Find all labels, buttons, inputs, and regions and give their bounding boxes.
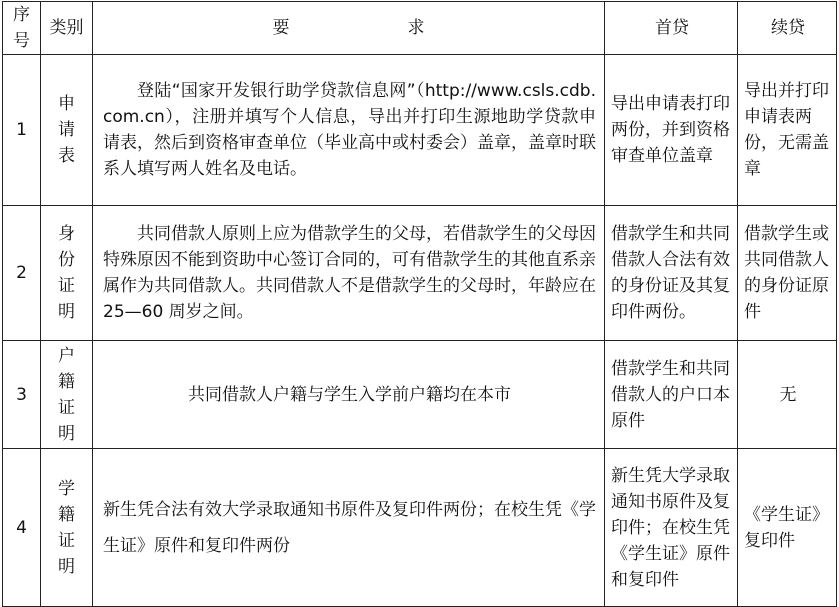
table-header-row — [3, 2, 837, 55]
table-row — [3, 449, 837, 607]
row-continued-loan: 借款学生或共同借款人的身份证原件 — [738, 206, 837, 341]
row-requirement: 共同借款人原则上应为借款学生的父母，若借款学生的父母因特殊原因不能到资助中心签订合同的，可有借款学生的其他直系亲属作为共同借款人。共同借款人不是借款学生的父母时，年龄应在 25—60 周岁之间。 — [93, 206, 605, 341]
table-row — [3, 55, 837, 206]
row-continued-loan: 《学生证》复印件 — [738, 449, 837, 607]
header-requirement: 要求 — [93, 2, 605, 55]
row-first-loan: 借款学生和共同借款人的户口本原件 — [605, 341, 738, 449]
header-continued-loan: 续贷 — [738, 2, 837, 55]
header-first-loan: 首贷 — [605, 2, 738, 55]
row-requirement: 登陆“国家开发银行助学贷款信息网”（http://www.csls.cdb.com.cn），注册并填写个人信息，导出并打印生源地助学贷款申请表，然后到资格审查单位（毕业高中或村委会）盖章，盖章时联系人填写两人姓名及电话。 — [93, 55, 605, 206]
row-index: 2 — [3, 206, 41, 341]
row-category: 身份证明 — [41, 206, 93, 341]
header-category: 类别 — [41, 2, 93, 55]
row-continued-loan: 无 — [738, 341, 837, 449]
row-category: 申请表 — [41, 55, 93, 206]
row-continued-loan: 导出并打印申请表两份，无需盖章 — [738, 55, 837, 206]
row-index: 3 — [3, 341, 41, 449]
row-requirement: 新生凭合法有效大学录取通知书原件及复印件两份；在校生凭《学生证》原件和复印件两份 — [93, 449, 605, 607]
row-index: 1 — [3, 55, 41, 206]
row-first-loan: 导出申请表打印两份，并到资格审查单位盖章 — [605, 55, 738, 206]
table-row — [3, 206, 837, 341]
table-row — [3, 341, 837, 449]
row-category: 学籍证明 — [41, 449, 93, 607]
row-index: 4 — [3, 449, 41, 607]
row-first-loan: 借款学生和共同借款人合法有效的身份证及其复印件两份。 — [605, 206, 738, 341]
row-category: 户籍证明 — [41, 341, 93, 449]
loan-requirements-table — [2, 1, 837, 607]
row-first-loan: 新生凭大学录取通知书原件及复印件；在校生凭《学生证》原件和复印件 — [605, 449, 738, 607]
header-index: 序号 — [3, 2, 41, 55]
row-requirement: 共同借款人户籍与学生入学前户籍均在本市 — [93, 341, 605, 449]
